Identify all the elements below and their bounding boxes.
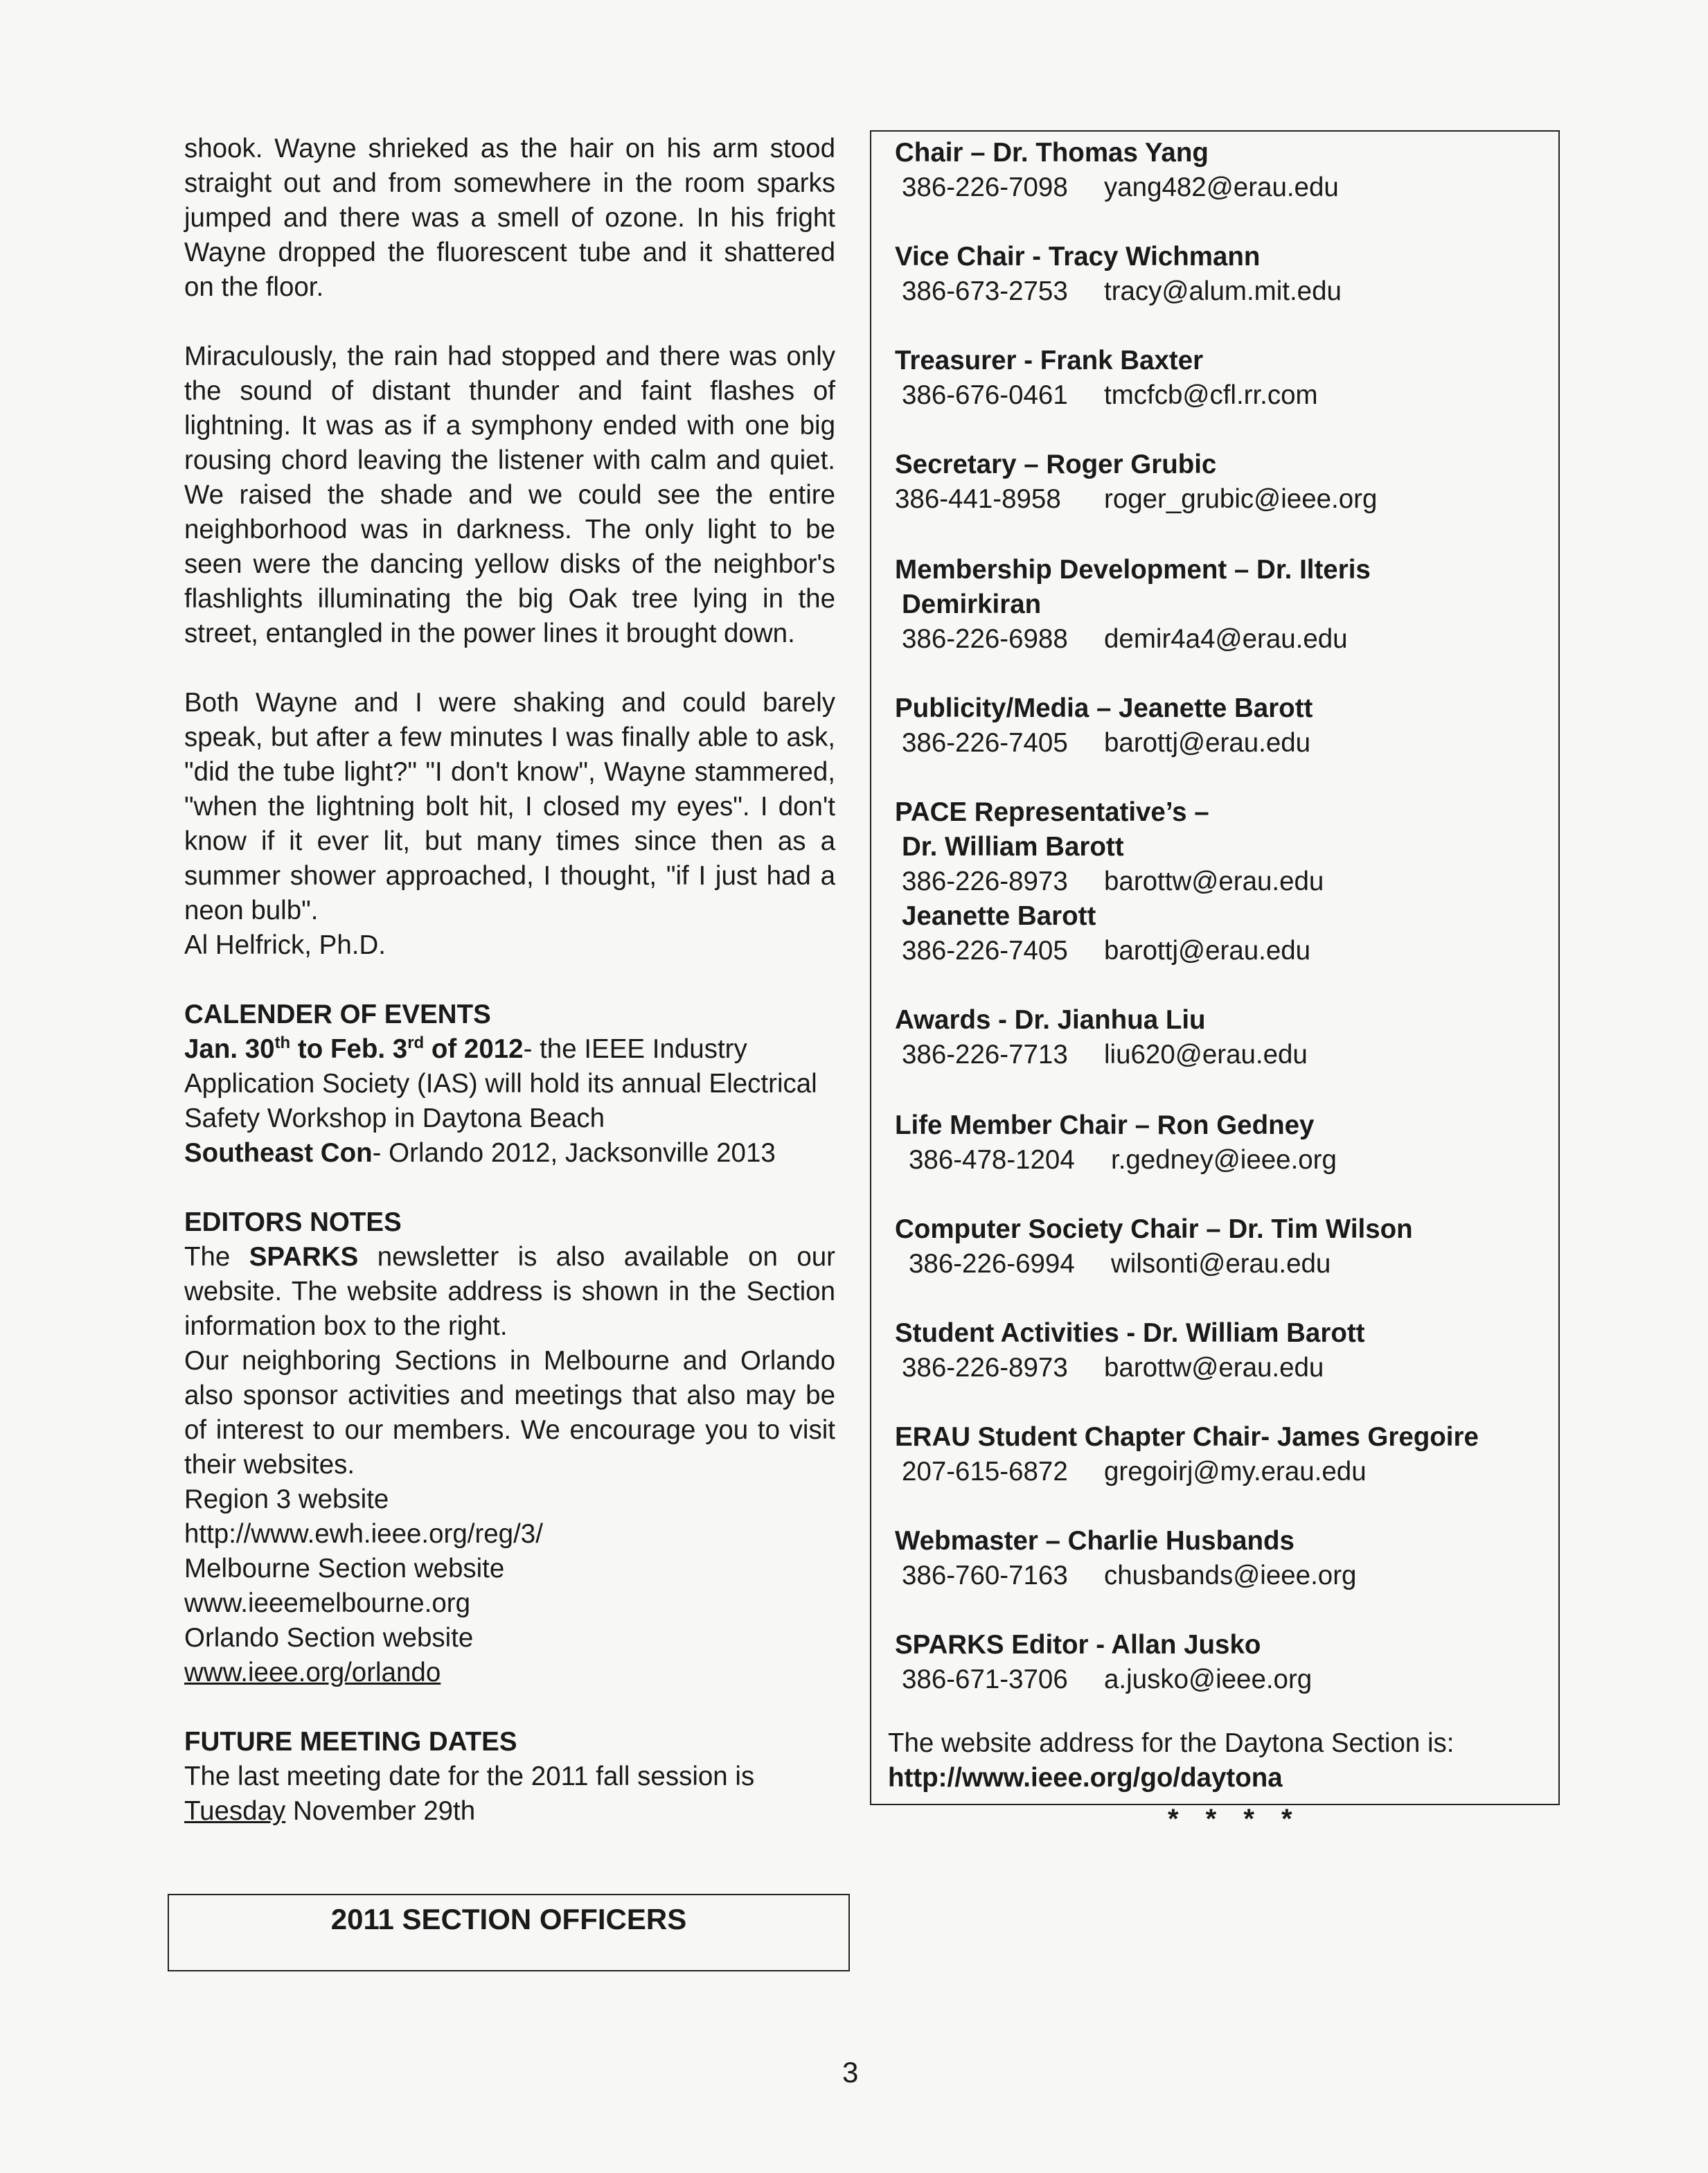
officer-title: Life Member Chair – Ron Gedney <box>895 1110 1315 1140</box>
officer-email[interactable]: wilsonti@erau.edu <box>1111 1249 1331 1279</box>
officer-webmaster <box>895 1524 1356 1593</box>
officer-email[interactable]: chusbands@ieee.org <box>1104 1561 1357 1590</box>
story-paragraph-3: Both Wayne and I were shaking and could barely speak, but after a few minutes I was finally able to ask, "did the tube light?" "I don't know", Wayne stammered, "when the lightning bolt hit, I closed my eyes". I don't know if it ever lit, but many times since then as a summer shower approached, I thought, "if I just had a neon bulb". <box>184 688 835 925</box>
officer-title: ERAU Student Chapter Chair- James Gregoire <box>895 1422 1479 1452</box>
officer-email[interactable]: a.jusko@ieee.org <box>1104 1665 1313 1694</box>
officer-title: Computer Society Chair – Dr. Tim Wilson <box>895 1214 1413 1244</box>
officer-phone: 386-226-7098 <box>902 172 1068 202</box>
officer-treasurer <box>895 344 1318 413</box>
officer-email[interactable]: r.gedney@ieee.org <box>1111 1145 1337 1175</box>
officer-email[interactable]: demir4a4@erau.edu <box>1104 624 1348 654</box>
officer-phone: 207-615-6872 <box>902 1457 1068 1487</box>
story-paragraph-1: shook. Wayne shrieked as the hair on his arm stood straight out and from somewhere in the room sparks jumped and there was a smell of ozone. In his fright Wayne dropped the fluorescent tube and it shattered on the floor. <box>184 134 835 302</box>
officer-title: Chair – Dr. Thomas Yang <box>895 138 1209 168</box>
officer-email[interactable]: roger_grubic@ieee.org <box>1104 484 1378 514</box>
officer-name: Demirkiran <box>902 589 1042 619</box>
officer-phone: 386-760-7163 <box>902 1561 1068 1590</box>
officer-title: Awards - Dr. Jianhua Liu <box>895 1005 1206 1035</box>
officer-email[interactable]: tracy@alum.mit.edu <box>1104 276 1342 306</box>
officer-phone: 386-226-8973 <box>902 867 1068 896</box>
officer-title: Membership Development – Dr. Ilteris <box>895 555 1371 585</box>
officer-email[interactable]: barottj@erau.edu <box>1104 728 1311 758</box>
officer-email[interactable]: barottw@erau.edu <box>1104 867 1324 896</box>
calendar-event-2: Southeast Con- Orlando 2012, Jacksonville 2013 <box>184 1138 776 1168</box>
officers-list-box <box>870 130 1560 1805</box>
officer-secretary <box>895 447 1377 517</box>
officer-title: PACE Representative’s – <box>895 797 1209 827</box>
officer-title: Treasurer - Frank Baxter <box>895 346 1204 375</box>
officer-phone: 386-673-2753 <box>902 276 1068 306</box>
officer-phone: 386-676-0461 <box>902 380 1068 410</box>
officer-phone: 386-226-6988 <box>902 624 1068 654</box>
officer-title: Vice Chair - Tracy Wichmann <box>895 242 1261 272</box>
officer-title: SPARKS Editor - Allan Jusko <box>895 1630 1261 1660</box>
officer-phone: 386-226-7405 <box>902 936 1068 966</box>
story-paragraph-2: Miraculously, the rain had stopped and there was only the sound of distant thunder and faint flashes of lightning. It was as if a symphony ended with one big rousing chord leaving the listener with calm and quiet. We raised the shade and we could see the entire neighborhood was in darkness. The only light to be seen were the dancing yellow disks of the neighbor's flashlights illuminating the big Oak tree lying in the street, entangled in the power lines it brought down. <box>184 342 835 648</box>
website-link[interactable]: http://www.ieee.org/go/daytona <box>888 1763 1283 1793</box>
officer-email[interactable]: barottw@erau.edu <box>1104 1353 1324 1383</box>
officer-email[interactable]: gregoirj@my.erau.edu <box>1104 1457 1367 1487</box>
officer-publicity <box>895 691 1313 761</box>
officer-phone: 386-226-8973 <box>902 1353 1068 1383</box>
officer-erau-chapter <box>895 1420 1479 1489</box>
officer-phone: 386-226-6994 <box>909 1249 1075 1279</box>
officer-title: Webmaster – Charlie Husbands <box>895 1526 1295 1556</box>
officer-pace <box>895 795 1324 968</box>
editors-heading: EDITORS NOTES <box>184 1207 402 1237</box>
section-separator: * * * * <box>1168 1804 1302 1834</box>
officer-phone: 386-478-1204 <box>909 1145 1075 1175</box>
section-officers-title: 2011 SECTION OFFICERS <box>330 1903 687 1935</box>
officer-email[interactable]: barottj@erau.edu <box>1104 936 1311 966</box>
calendar-event-1: Jan. 30th to Feb. 3rd of 2012- the IEEE Industry Application Society (IAS) will hold its annual Electrical Safety Workshop in Daytona Beach <box>184 1034 817 1133</box>
calendar-heading: CALENDER OF EVENTS <box>184 1000 491 1029</box>
officer-email[interactable]: yang482@erau.edu <box>1104 172 1339 202</box>
officer-vice-chair <box>895 240 1342 309</box>
officer-phone: 386-226-7405 <box>902 728 1068 758</box>
orlando-link[interactable]: www.ieee.org/orlando <box>184 1658 441 1687</box>
officer-email[interactable]: tmcfcb@cfl.rr.com <box>1104 380 1318 410</box>
officer-title: Secretary – Roger Grubic <box>895 450 1217 479</box>
orlando-label: Orlando Section website <box>184 1623 474 1653</box>
officer-life-member <box>895 1108 1337 1178</box>
officer-awards <box>895 1003 1308 1072</box>
page-number: 3 <box>842 2056 859 2088</box>
website-note-text: The website address for the Daytona Section is: <box>888 1728 1455 1758</box>
meetings-heading: FUTURE MEETING DATES <box>184 1727 517 1757</box>
melbourne-label: Melbourne Section website <box>184 1554 505 1584</box>
officer-name: Jeanette Barott <box>902 901 1096 931</box>
officer-title: Student Activities - Dr. William Barott <box>895 1318 1365 1348</box>
event-date: Jan. 30th to Feb. 3rd of 2012 <box>184 1034 524 1064</box>
officer-email[interactable]: liu620@erau.edu <box>1104 1040 1308 1070</box>
editors-paragraph-2: Our neighboring Sections in Melbourne and Orlando also sponsor activities and meetings that also may be of interest to our members. We encourage you to visit their websites. <box>184 1346 835 1480</box>
editors-paragraph-1: The SPARKS newsletter is also available on our website. The website address is shown in the Section information box to the right. <box>184 1242 835 1341</box>
officer-chair <box>895 136 1339 205</box>
left-column <box>184 132 835 1829</box>
officer-student-activities <box>895 1316 1365 1385</box>
melbourne-link[interactable]: www.ieeemelbourne.org <box>184 1588 471 1618</box>
officer-phone: 386-671-3706 <box>902 1665 1068 1694</box>
officer-phone: 386-226-7713 <box>902 1040 1068 1070</box>
officer-sparks-editor <box>895 1628 1312 1697</box>
officer-computer-society <box>895 1212 1413 1281</box>
section-officers-box <box>168 1894 850 1971</box>
meetings-text: The last meeting date for the 2011 fall session is <box>184 1762 755 1791</box>
website-note <box>888 1726 1455 1795</box>
region-link[interactable]: http://www.ewh.ieee.org/reg/3/ <box>184 1519 543 1549</box>
officer-phone: 386-441-8958 <box>895 484 1061 514</box>
officer-name: Dr. William Barott <box>902 832 1124 862</box>
region-label: Region 3 website <box>184 1484 389 1514</box>
meetings-date: Tuesday November 29th <box>184 1796 476 1826</box>
officer-title: Publicity/Media – Jeanette Barott <box>895 693 1313 723</box>
story-author: Al Helfrick, Ph.D. <box>184 930 386 960</box>
officer-membership <box>895 553 1371 657</box>
